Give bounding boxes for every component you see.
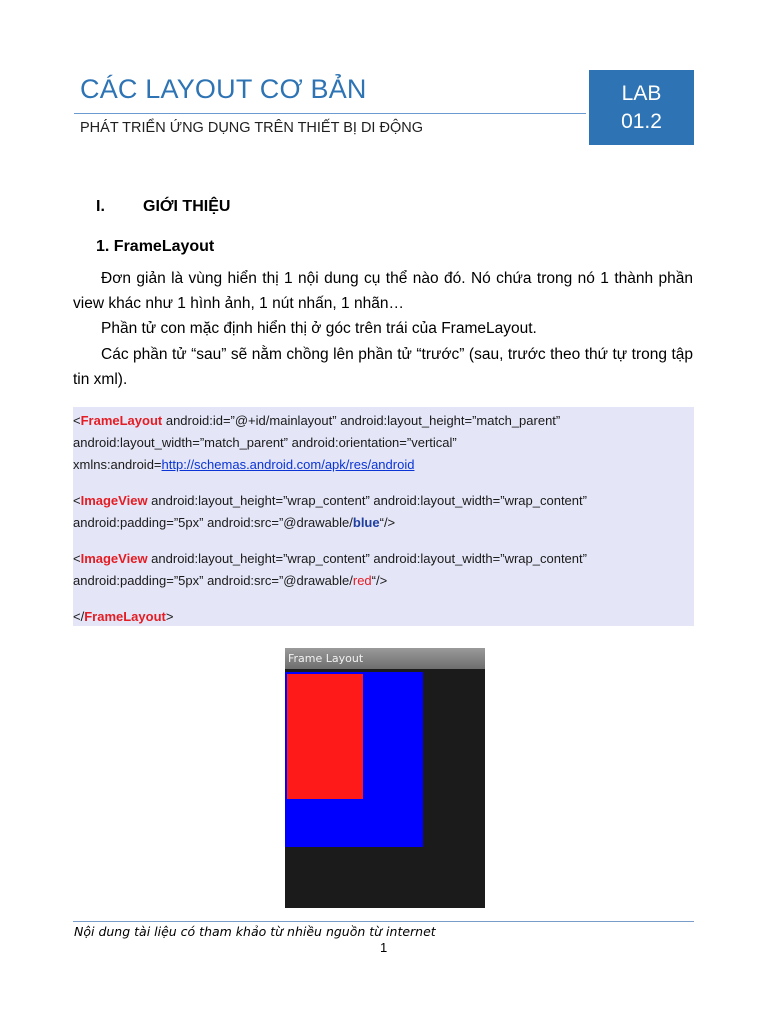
footer-divider: [73, 921, 694, 922]
code-bracket: “/>: [379, 515, 396, 530]
paragraph-3-text: Các phần tử “sau” sẽ nằm chồng lên phần tử “trước” (sau, trước theo thứ tự trong tập tin xml).: [73, 346, 693, 388]
code-attrs: android:padding=”5px” android:src=”@drawable/: [73, 573, 353, 588]
section-title: GIỚI THIỆU: [143, 198, 231, 215]
lab-badge-label: LAB: [621, 81, 662, 105]
code-bracket: “/>: [371, 573, 388, 588]
code-bracket: >: [165, 609, 174, 624]
page-number: 1: [380, 940, 388, 955]
paragraph-2-text: Phần tử con mặc định hiển thị ở góc trên trái của FrameLayout.: [101, 320, 537, 337]
code-line: [73, 435, 457, 450]
code-line: [73, 457, 414, 472]
code-value-blue: blue: [352, 515, 380, 530]
code-tag-framelayout: FrameLayout: [80, 413, 163, 428]
code-line: [73, 573, 387, 588]
document-subtitle: PHÁT TRIỂN ỨNG DỤNG TRÊN THIẾT BỊ DI ĐỘNG: [80, 120, 423, 136]
paragraph-2: [73, 316, 693, 341]
footer-note: Nội dung tài liệu có tham khảo từ nhiều nguồn từ internet: [74, 924, 436, 939]
section-number: I.: [96, 198, 105, 215]
code-attrs: android:layout_width=”match_parent” android:orientation=”vertical”: [73, 435, 457, 450]
code-line: [73, 493, 587, 508]
code-tag-imageview: ImageView: [80, 551, 148, 566]
code-attrs: android:layout_height=”wrap_content” android:layout_width=”wrap_content”: [147, 551, 587, 566]
code-bracket: <: [73, 551, 81, 566]
code-attrs: android:padding=”5px” android:src=”@drawable/: [73, 515, 353, 530]
code-attrs: xmlns:android=: [73, 457, 162, 472]
code-line: [73, 551, 587, 566]
subsection-heading: 1. FrameLayout: [96, 238, 215, 255]
code-tag-imageview: ImageView: [80, 493, 148, 508]
code-line: [73, 609, 173, 624]
code-bracket: </: [73, 609, 85, 624]
xmlns-link[interactable]: http://schemas.android.com/apk/res/android: [161, 457, 415, 472]
red-image-view: [287, 674, 363, 799]
code-attrs: android:id=”@+id/mainlayout” android:layout_height=”match_parent”: [162, 413, 561, 428]
emulator-screenshot: [285, 648, 485, 908]
paragraph-3: [73, 342, 693, 392]
code-bracket: <: [73, 413, 81, 428]
paragraph-1: [73, 266, 693, 316]
header-divider: [74, 113, 586, 114]
xml-code-block: [73, 407, 694, 626]
paragraph-1-text: Đơn giản là vùng hiển thị 1 nội dung cụ thể nào đó. Nó chứa trong nó 1 thành phần view khác như 1 hình ảnh, 1 nút nhấn, 1 nhãn…: [73, 270, 693, 312]
code-bracket: <: [73, 493, 81, 508]
code-line: [73, 413, 560, 428]
lab-badge: [589, 70, 694, 145]
code-line: [73, 515, 395, 530]
code-attrs: android:layout_height=”wrap_content” android:layout_width=”wrap_content”: [147, 493, 587, 508]
code-value-red: red: [352, 573, 372, 588]
lab-badge-number: 01.2: [621, 109, 662, 133]
code-tag-framelayout: FrameLayout: [84, 609, 166, 624]
document-title: CÁC LAYOUT CƠ BẢN: [80, 74, 367, 104]
emulator-title-bar: Frame Layout: [285, 648, 485, 669]
